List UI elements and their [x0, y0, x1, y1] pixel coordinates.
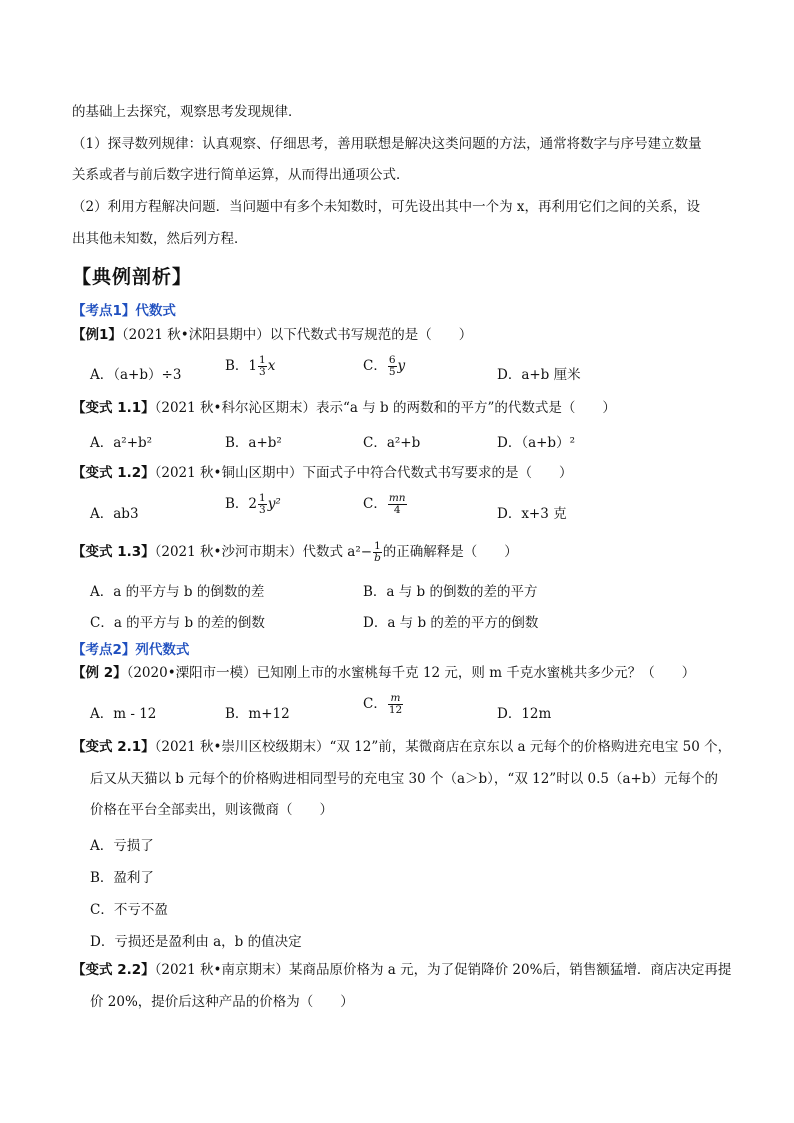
question-tag: 【变式 1.1】 — [72, 400, 155, 416]
question-variant-2-2 — [72, 960, 731, 980]
question-text: （2020•溧阳市一模）已知刚上市的水蜜桃每千克 12 元，则 m 千克水蜜桃共多少元？（ ） — [126, 665, 696, 681]
option-a: A．m - 12 — [90, 706, 157, 722]
fraction-numerator: 1 — [374, 540, 381, 552]
option-c: C．a²+b — [363, 435, 421, 451]
option-a: A．a²+b² — [90, 435, 153, 451]
question-variant-2-1 — [72, 737, 731, 757]
option-b: B．a+b² — [225, 435, 282, 451]
question-variant-1-1 — [72, 398, 616, 418]
intro-point2-line1: （2）利用方程解决问题．当问题中有多个未知数时，可先设出其中一个为 x，再利用它们之间的关系，设 — [72, 199, 700, 215]
option-c — [363, 692, 404, 716]
fraction — [388, 693, 403, 716]
option-a: A．（a+b）÷3 — [90, 367, 182, 383]
fraction — [373, 541, 382, 564]
intro-point1-line2: 关系或者与前后数字进行简单运算，从而得出通项公式． — [72, 167, 410, 183]
option-label: C． — [363, 358, 387, 374]
question-text: （2021 秋•沙河市期末）代数式 a²− — [154, 544, 373, 560]
fraction — [258, 493, 267, 516]
option-label: B．1 — [225, 358, 258, 374]
fraction-denominator: 4 — [393, 504, 401, 516]
intro-point1-line1: （1）探寻数列规律：认真观察、仔细思考，善用联想是解决这类问题的方法，通常将数字与序号建立数量 — [72, 136, 702, 152]
question-tag: 【例1】 — [72, 327, 122, 343]
question-text: （2021 秋•沭阳县期中）以下代数式书写规范的是（ ） — [121, 327, 473, 343]
option-b — [225, 354, 275, 378]
option-b — [225, 492, 281, 516]
question-text-end: 的正确解释是（ ） — [382, 544, 518, 560]
option-c: C．a 的平方与 b 的差的倒数 — [90, 615, 265, 631]
option-label: C． — [363, 696, 387, 712]
question-tag: 【变式 1.3】 — [72, 544, 155, 560]
fraction — [388, 493, 407, 516]
option-d: D．（a+b）² — [497, 435, 575, 451]
fraction — [258, 355, 267, 378]
fraction-numerator: 6 — [388, 354, 396, 366]
fraction-numerator: 1 — [259, 492, 266, 504]
question-variant-1-2 — [72, 463, 573, 483]
fraction-denominator: 3 — [259, 504, 266, 516]
question-text: （2021 秋•科尔沁区期末）表示“a 与 b 的两数和的平方”的代数式是（ ） — [154, 400, 616, 416]
question-text: （2021 秋•南京期末）某商品原价格为 a 元，为了促销降价 20%后，销售额猛增．商店决定再提 — [154, 962, 732, 978]
fraction-denominator: b — [374, 552, 381, 564]
question-text-line3: 价格在平台全部卖出，则该微商（ ） — [90, 802, 333, 818]
intro-line: 的基础上去探究，观察思考发现规律． — [72, 104, 302, 120]
fraction-denominator: 3 — [259, 366, 266, 378]
option-a: A．亏损了 — [90, 838, 154, 854]
fraction-numerator: mn — [388, 492, 406, 504]
section-title: 【典例剖析】 — [72, 266, 193, 288]
option-variable: x — [267, 358, 276, 374]
option-d: D．x+3 克 — [497, 506, 567, 522]
option-c: C．不亏不盈 — [90, 902, 168, 918]
question-tag: 【例 2】 — [72, 665, 127, 681]
intro-point2-line2: 出其他未知数，然后列方程． — [72, 231, 248, 247]
kaodian-1-heading: 【考点1】代数式 — [72, 303, 176, 319]
question-text-line2: 后又从天猫以 b 元每个的价格购进相同型号的充电宝 30 个（a＞b），“双 12”时以 0.5（a+b）元每个的 — [90, 771, 718, 787]
option-c — [363, 492, 408, 516]
option-d: D．a+b 厘米 — [497, 367, 581, 383]
question-text: （2021 秋•崇川区校级期末）“双 12”前，某微商店在京东以 a 元每个的价格购进充电宝 50 个， — [154, 739, 732, 755]
fraction-denominator: 12 — [388, 704, 403, 716]
option-variable: y — [397, 358, 406, 374]
question-tag: 【变式 1.2】 — [72, 465, 155, 481]
option-d: D．亏损还是盈利由 a，b 的值决定 — [90, 934, 302, 950]
question-tag: 【变式 2.2】 — [72, 962, 155, 978]
option-c — [363, 354, 405, 378]
question-variant-1-3 — [72, 541, 518, 564]
question-example-1 — [72, 325, 472, 345]
question-text: （2021 秋•铜山区期中）下面式子中符合代数式书写要求的是（ ） — [154, 465, 573, 481]
question-tag: 【变式 2.1】 — [72, 739, 155, 755]
option-b: B．m+12 — [225, 706, 290, 722]
fraction-numerator: m — [388, 693, 403, 705]
kaodian-2-heading: 【考点2】列代数式 — [72, 642, 190, 658]
option-a: A．ab3 — [90, 506, 139, 522]
option-label: C． — [363, 496, 387, 512]
option-a: A．a 的平方与 b 的倒数的差 — [90, 584, 265, 600]
option-variable: y² — [267, 496, 281, 512]
fraction-numerator: 1 — [259, 354, 266, 366]
fraction-denominator: 5 — [388, 366, 396, 378]
question-text-line2: 价 20%，提价后这种产品的价格为（ ） — [90, 994, 354, 1010]
option-b: B．a 与 b 的倒数的差的平方 — [363, 584, 538, 600]
option-d: D．a 与 b 的差的平方的倒数 — [363, 615, 539, 631]
fraction — [388, 355, 397, 378]
question-example-2 — [72, 663, 695, 683]
option-b: B．盈利了 — [90, 870, 154, 886]
option-label: B．2 — [225, 496, 258, 512]
option-d: D．12m — [497, 706, 552, 722]
